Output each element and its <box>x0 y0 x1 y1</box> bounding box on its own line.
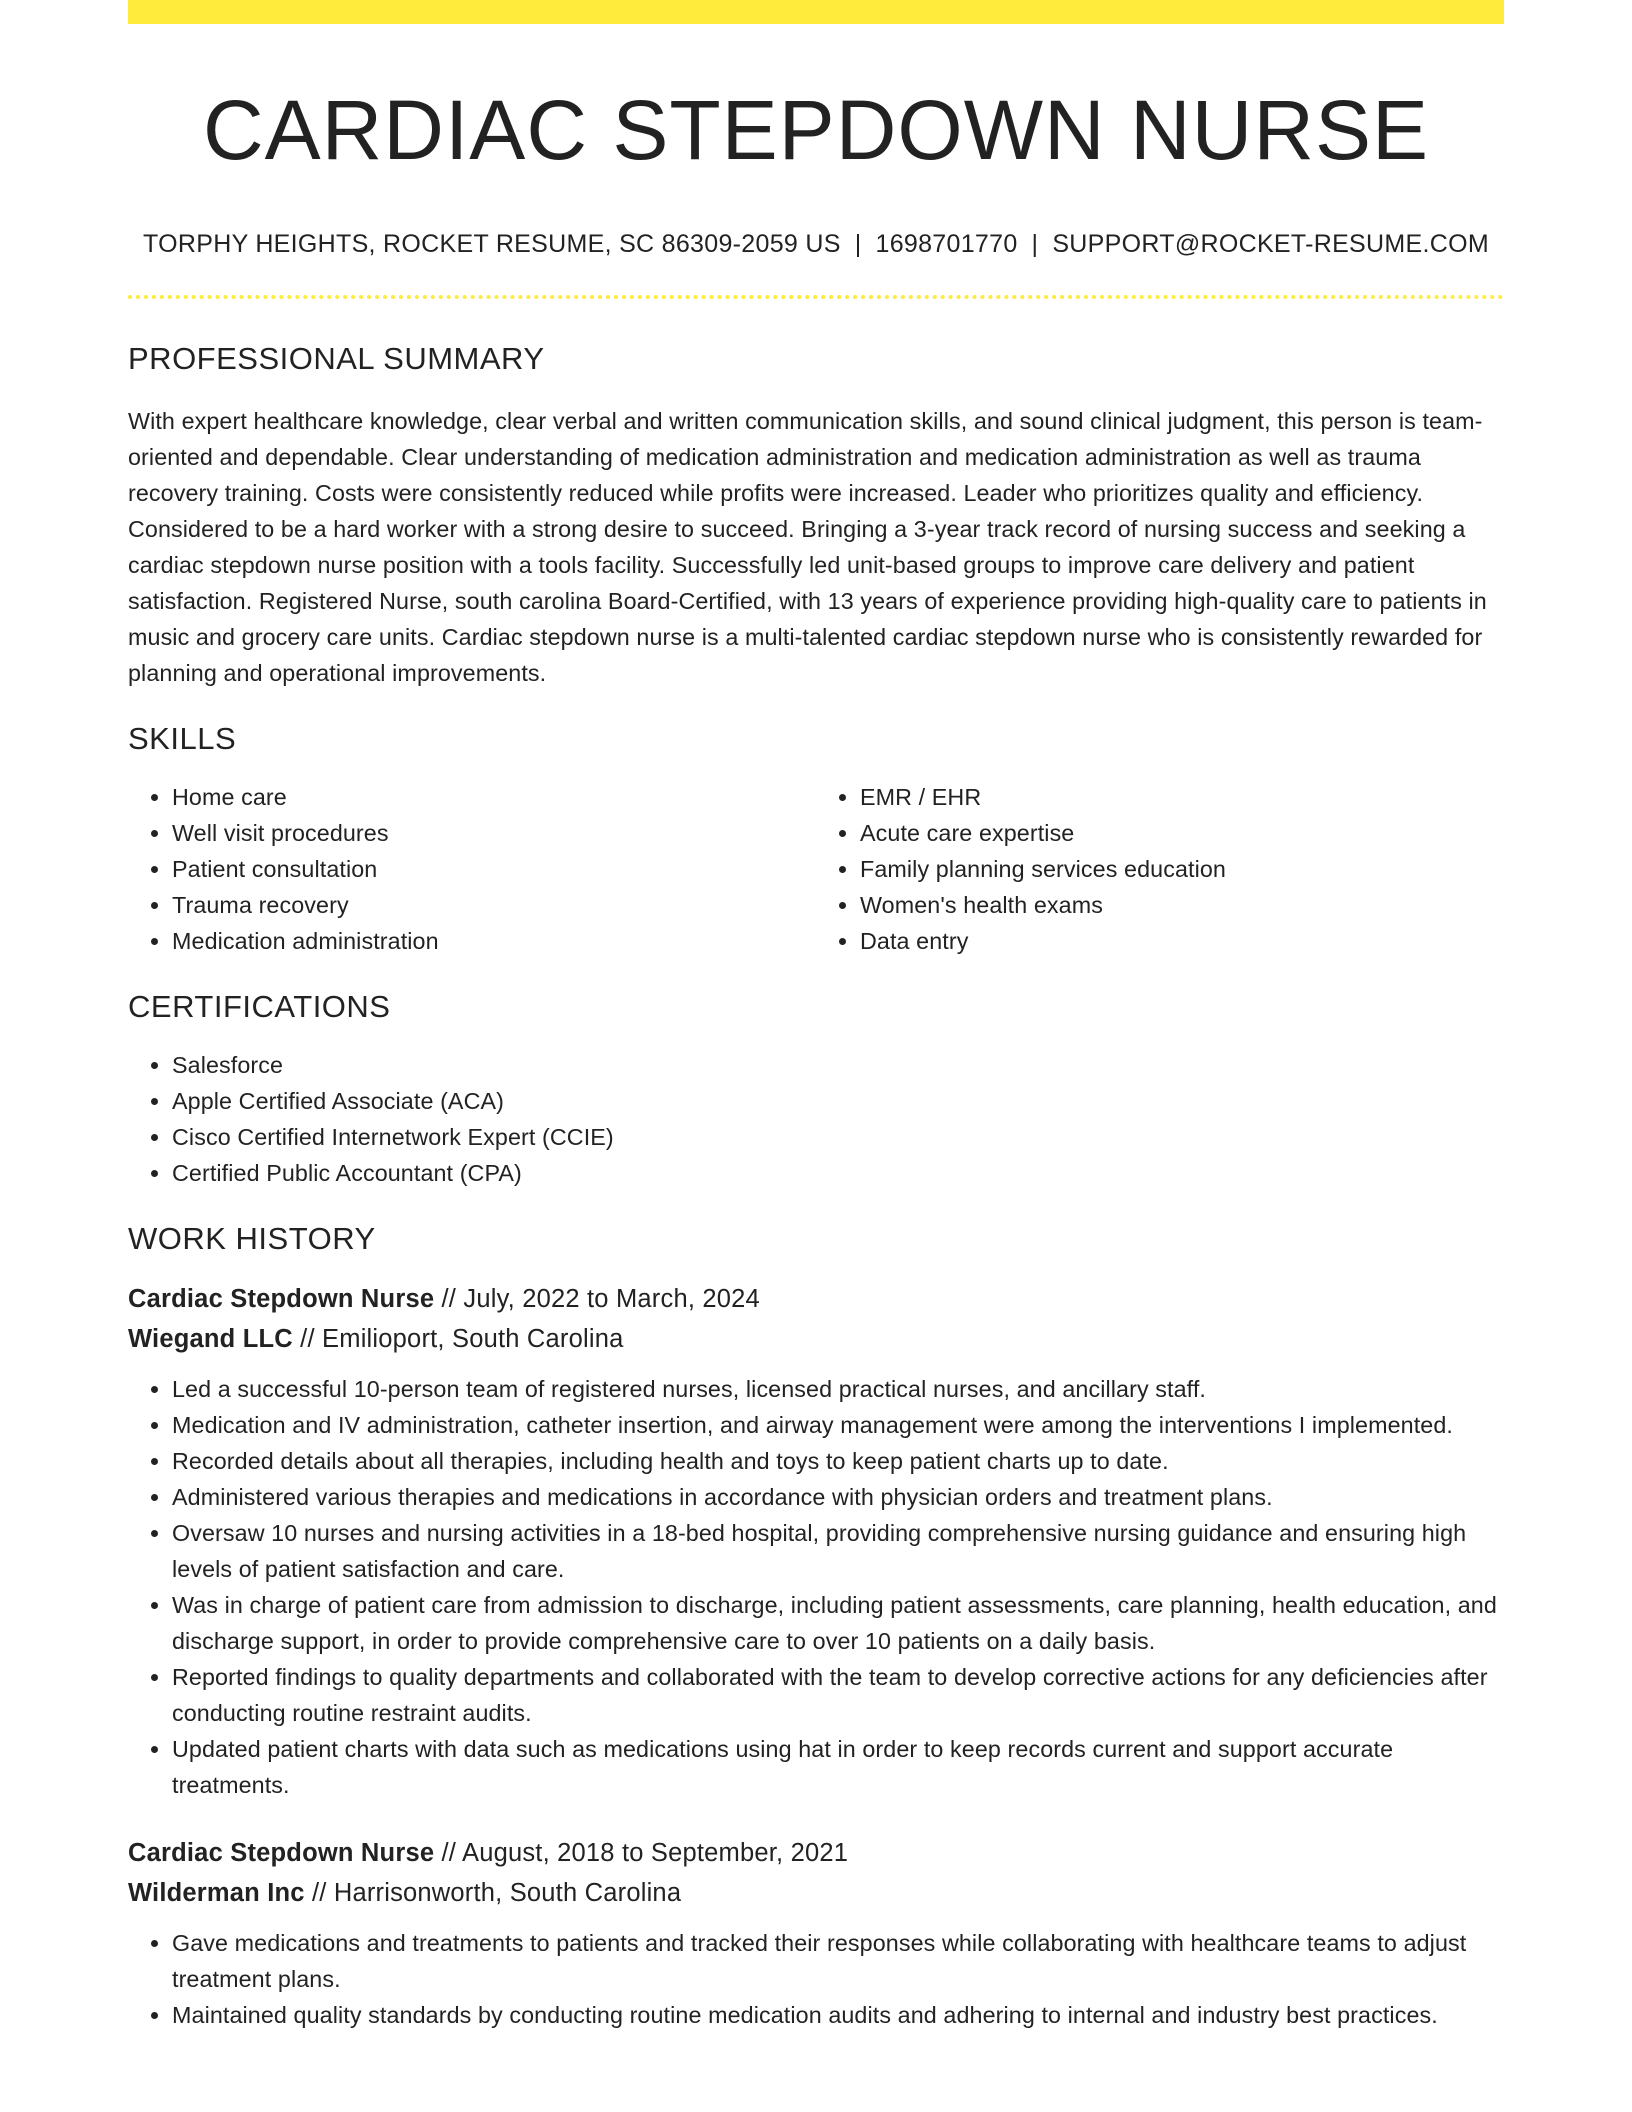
certification-item: • Salesforce <box>172 1047 1504 1083</box>
job-bullet: • Medication and IV administration, catheter insertion, and airway management were among the interventions I implemented. <box>172 1407 1504 1443</box>
job-bullet: • Maintained quality standards by conducting routine medication audits and adhering to internal and industry best practices. <box>172 1997 1504 2033</box>
certification-item: • Apple Certified Associate (ACA) <box>172 1083 1504 1119</box>
skill-item: • Medication administration <box>172 923 816 959</box>
job-bullet: • Oversaw 10 nurses and nursing activities in a 18-bed hospital, providing comprehensive nursing guidance and ensuring high levels of patient satisfaction and care. <box>172 1515 1504 1587</box>
contact-phone: 1698701770 <box>875 230 1018 259</box>
contact-separator: | <box>1031 230 1039 259</box>
job-separator: // <box>441 1285 457 1314</box>
summary-section <box>128 341 1504 691</box>
job-title-line <box>128 1279 1504 1319</box>
skill-item: • Trauma recovery <box>172 887 816 923</box>
skill-item: • EMR / EHR <box>860 779 1504 815</box>
job-entry <box>128 1833 1504 2033</box>
certifications-section <box>128 989 1504 1191</box>
skill-item: • Data entry <box>860 923 1504 959</box>
job-location: Harrisonworth, South Carolina <box>333 1879 682 1908</box>
certifications-heading: CERTIFICATIONS <box>128 989 391 1025</box>
job-company: Wiegand LLC <box>128 1325 293 1354</box>
job-separator: // <box>300 1325 315 1354</box>
skill-item: • Patient consultation <box>172 851 816 887</box>
contact-address: TORPHY HEIGHTS, ROCKET RESUME, SC 86309-2059 US <box>143 230 841 259</box>
job-company-line <box>128 1319 1504 1359</box>
skills-columns <box>128 779 1504 959</box>
dotted-divider <box>128 295 1504 299</box>
job-title: Cardiac Stepdown Nurse <box>128 1839 435 1868</box>
skills-heading: SKILLS <box>128 721 237 757</box>
job-separator: // <box>441 1839 457 1868</box>
job-bullet: • Gave medications and treatments to patients and tracked their responses while collaborating with healthcare teams to adjust treatment plans. <box>172 1925 1504 1997</box>
job-title-line <box>128 1833 1504 1873</box>
work-history-section <box>128 1221 1504 2033</box>
skills-right-list <box>816 779 1504 959</box>
certifications-list <box>128 1047 1504 1191</box>
resume-title: CARDIAC STEPDOWN NURSE <box>202 83 1430 177</box>
skill-item: • Family planning services education <box>860 851 1504 887</box>
job-bullet: • Recorded details about all therapies, including health and toys to keep patient charts up to date. <box>172 1443 1504 1479</box>
job-bullet: • Administered various therapies and medications in accordance with physician orders and treatment plans. <box>172 1479 1504 1515</box>
resume-page <box>128 0 1504 2033</box>
summary-heading: PROFESSIONAL SUMMARY <box>128 341 545 377</box>
summary-text: With expert healthcare knowledge, clear verbal and written communication skills, and sound clinical judgment, this person is team-oriented and dependable. Clear understanding of medication administration and medication administration as well as trauma recovery training. Costs were consistently reduced while profits were increased. Leader who prioritizes quality and efficiency. Considered to be a hard worker with a strong desire to succeed. Bringing a 3-year track record of nursing success and seeking a cardiac stepdown nurse position with a tools facility. Successfully led unit-based groups to improve care delivery and patient satisfaction. Registered Nurse, south carolina Board-Certified, with 13 years of experience providing high-quality care to patients in music and grocery care units. Cardiac stepdown nurse is a multi-talented cardiac stepdown nurse who is consistently rewarded for planning and operational improvements. <box>128 408 1487 687</box>
work-history-heading: WORK HISTORY <box>128 1221 376 1257</box>
job-company: Wilderman Inc <box>128 1879 305 1908</box>
job-title: Cardiac Stepdown Nurse <box>128 1285 435 1314</box>
certification-item: • Certified Public Accountant (CPA) <box>172 1155 1504 1191</box>
skills-left-list <box>128 779 816 959</box>
skill-item: • Home care <box>172 779 816 815</box>
contact-email: SUPPORT@ROCKET-RESUME.COM <box>1052 230 1489 259</box>
job-entry <box>128 1279 1504 1803</box>
certification-item: • Cisco Certified Internetwork Expert (CCIE) <box>172 1119 1504 1155</box>
job-bullet: • Reported findings to quality departments and collaborated with the team to develop corrective actions for any deficiencies after conducting routine restraint audits. <box>172 1659 1504 1731</box>
skills-section <box>128 721 1504 959</box>
top-accent-bar <box>128 0 1504 24</box>
contact-separator: | <box>854 230 862 259</box>
job-separator: // <box>311 1879 327 1908</box>
job-bullet: • Was in charge of patient care from admission to discharge, including patient assessments, care planning, health education, and discharge support, in order to provide comprehensive care to over 10 patients on a daily basis. <box>172 1587 1504 1659</box>
job-bullets <box>128 1371 1504 1803</box>
job-dates: July, 2022 to March, 2024 <box>463 1285 760 1314</box>
job-company-line <box>128 1873 1504 1913</box>
job-dates: August, 2018 to September, 2021 <box>461 1839 849 1868</box>
skill-item: • Women's health exams <box>860 887 1504 923</box>
skill-item: • Acute care expertise <box>860 815 1504 851</box>
contact-line <box>128 230 1504 259</box>
skill-item: • Well visit procedures <box>172 815 816 851</box>
job-location: Emilioport, South Carolina <box>322 1325 624 1354</box>
job-bullets <box>128 1925 1504 2033</box>
job-bullet: • Led a successful 10-person team of registered nurses, licensed practical nurses, and ancillary staff. <box>172 1371 1504 1407</box>
job-bullet: • Updated patient charts with data such as medications using hat in order to keep records current and support accurate treatments. <box>172 1731 1504 1803</box>
